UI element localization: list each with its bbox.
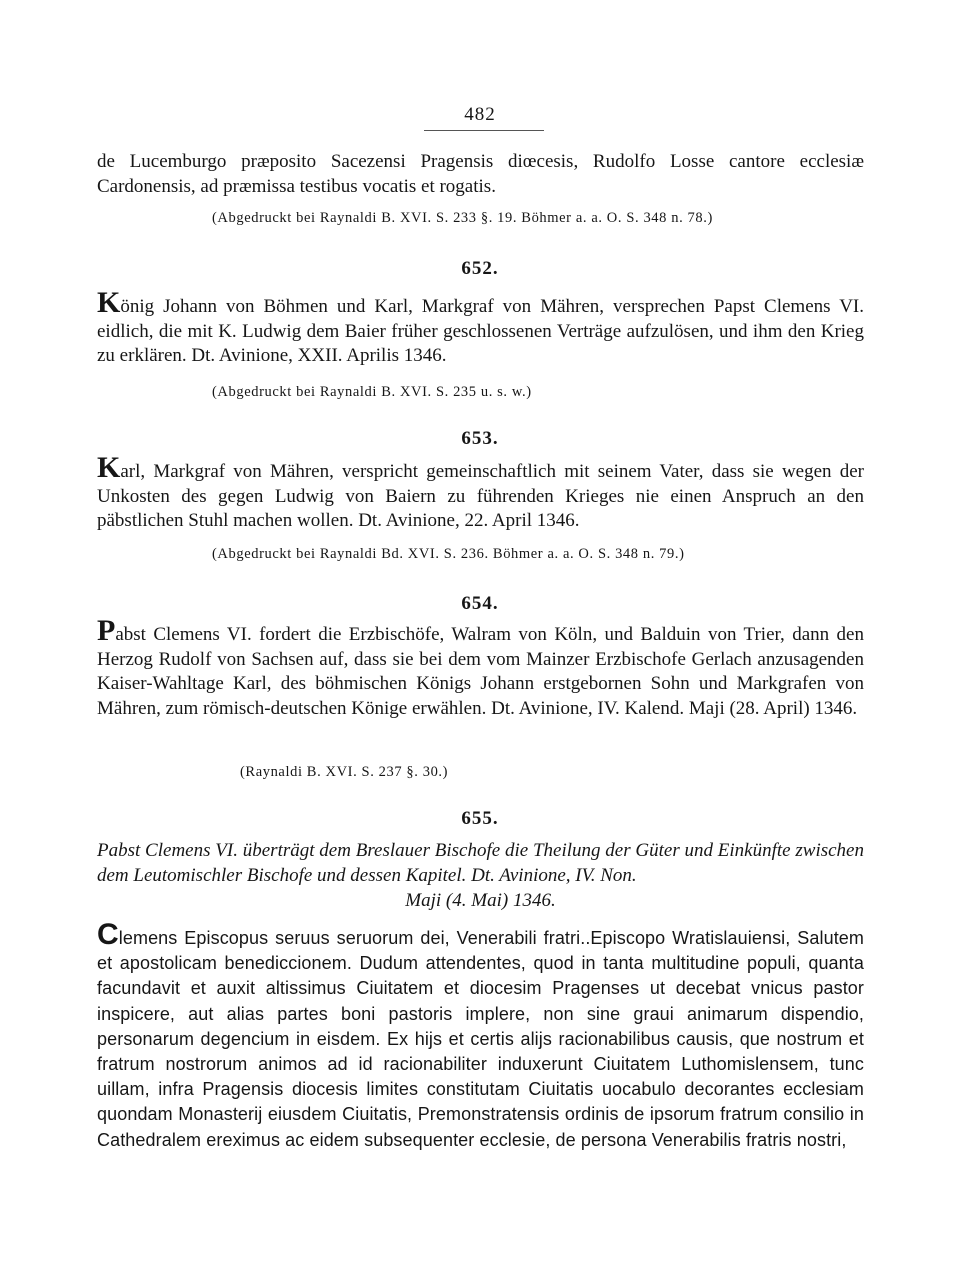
entry-body: önig Johann von Böhmen und Karl, Markgraf von Mähren, versprechen Papst Clemens VI. eidlich, die mit K. Ludwig dem Baier früher geschlossenen Verträge aufzulösen, und ihm den Krieg zu erklären. Dt. Avinione, XXII. Aprilis 1346. <box>97 296 864 366</box>
intro-paragraph: de Lucemburgo præposito Sacezensi Pragensis diœcesis, Rudolfo Losse cantore ecclesiæ Cardonensis, ad præmissa testibus vocatis et rogatis. <box>97 151 864 197</box>
source-note-653: (Abgedruckt bei Raynaldi Bd. XVI. S. 236. Böhmer a. a. O. S. 348 n. 79.) <box>212 546 685 562</box>
entry-number-653: 653. <box>461 428 499 449</box>
entry-number-655: 655. <box>461 808 499 829</box>
entry-text-654 <box>97 614 864 721</box>
entry-heading-655 <box>97 838 864 913</box>
entry-body: arl, Markgraf von Mähren, verspricht gemeinschaftlich mit seinem Vater, dass sie wegen der Unkosten des gegen Ludwig von Baiern zu führenden Krieges nie einen Anspruch an den päbstlichen Stuhl machen wollen. Dt. Avinione, 22. April 1346. <box>97 461 864 531</box>
dropcap: P <box>97 614 116 647</box>
page-number: 482 <box>464 104 496 125</box>
heading-line-1: Pabst Clemens VI. überträgt dem Breslauer Bischofe die Theilung der Güter und Einkünfte zwischen dem Leutomischler Bischofe und dessen Kapitel. Dt. Avinione, IV. Non. <box>97 840 864 886</box>
source-note-652: (Abgedruckt bei Raynaldi B. XVI. S. 235 u. s. w.) <box>212 384 532 400</box>
entry-text-655 <box>97 918 864 1153</box>
dropcap: K <box>97 451 121 484</box>
heading-line-2: Maji (4. Mai) 1346. <box>405 890 556 911</box>
entry-body: lemens Episcopus seruus seruorum dei, Venerabili fratri..Episcopo Wratislauiensi, Salutem et apostolicam benediccionem. Dudum attendentes, quod in tanta multitudine populi, quanta facundavit et auxit altissimus Ciuitatem et diocesim Pragenses ut decebat vnicus pastor inspicere, aut alias partes boni pastoris implere, non sine graui animarum dispendio, personarum degencium in eisdem. Ex hijs et certis alijs racionabilibus causis, que nostrum et fratrum nostrorum animos ad id racionabiliter induxerunt Ciuitatem Luthomislensem, tunc uillam, infra Pragensis diocesis limites constitutam Ciuitatis uocabulo decorantes ecclesiam quondam Monasterij eiusdem Ciuitatis, Premonstratensis ordinis de ipsorum fratrum consilio in Cathedralem ereximus ac eidem subsequenter ecclesie, de persona Venerabilis fratris nostri, <box>97 928 864 1150</box>
entry-body: abst Clemens VI. fordert die Erzbischöfe, Walram von Köln, und Balduin von Trier, dann den Herzog Rudolf von Sachsen auf, dass sie bei dem vom Mainzer Erzbischofe Gerlach anzusagenden Kaiser-Wahltage Karl, des böhmischen Königs Johann erstgebornen Sohn und Markgrafen von Mähren, zum römisch-deutschen Könige erwählen. Dt. Avinione, IV. Kalend. Maji (28. April) 1346. <box>97 624 864 719</box>
header-rule <box>424 130 544 131</box>
entry-text-652 <box>97 286 864 369</box>
dropcap: K <box>97 286 121 319</box>
intro-source-note: (Abgedruckt bei Raynaldi B. XVI. S. 233 §. 19. Böhmer a. a. O. S. 348 n. 78.) <box>212 210 713 226</box>
entry-number-654: 654. <box>461 593 499 614</box>
dropcap: C <box>97 918 119 951</box>
source-note-654: (Raynaldi B. XVI. S. 237 §. 30.) <box>240 764 449 780</box>
entry-number-652: 652. <box>461 258 499 279</box>
entry-text-653 <box>97 451 864 534</box>
